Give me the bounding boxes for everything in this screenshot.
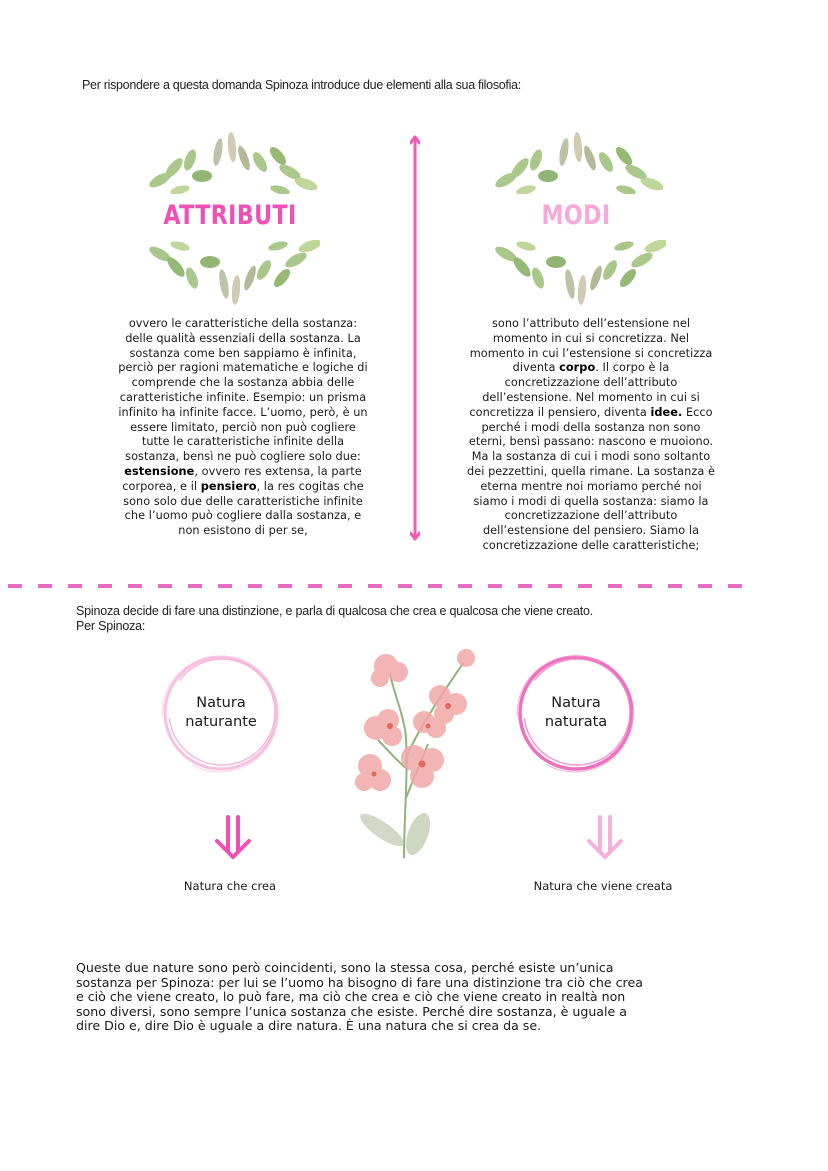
text-line: tutte le caratteristiche infinite della xyxy=(141,435,345,449)
text-line: diventa corpo. Il corpo è la xyxy=(512,361,670,375)
text-line: Ma la sostanza di cui i modi sono soltanto xyxy=(471,450,711,464)
text-line: infinito ha infinite facce. L’uomo, però, è un xyxy=(118,405,368,419)
modi-title: MODI xyxy=(541,200,611,231)
text-line: sostanza, bensì ne può cogliere solo due: xyxy=(125,450,361,464)
natura-che-viene-creata-caption: Natura che viene creata xyxy=(533,879,673,893)
text-line: concretizzazione dell’attributo xyxy=(504,509,678,523)
text-line: delle qualità essenziali della sostanza. La xyxy=(125,331,361,345)
pensiero-term: pensiero xyxy=(200,479,257,493)
text-line: caratteristiche infinite. Esempio: un prisma xyxy=(119,390,367,404)
text-line: estensione, ovvero res extensa, la parte xyxy=(124,464,362,478)
text-line: dell’estensione del pensiero. Siamo la xyxy=(482,524,700,538)
text-line: comprende che la sostanza abbia delle xyxy=(131,376,355,390)
text-line: eterna mentre noi moriamo perché noi xyxy=(480,479,702,493)
text-line: Queste due nature sono però coincidenti, sono la stessa cosa, perché esiste un’unica xyxy=(76,960,614,975)
text-line: concretizza il pensiero, diventa idee. Ecco xyxy=(469,405,713,419)
text-line: perché i modi della sostanza non sono xyxy=(481,420,701,434)
natura-naturata-label: Natura naturata xyxy=(544,695,608,730)
text-line: e ciò che viene creato, lo può fare, ma ciò che crea e ciò che viene creato in realtà non xyxy=(76,989,626,1005)
text-line: essere limitato, perciò non può cogliere xyxy=(130,420,356,434)
text-line: siamo i modi di quella sostanza: siamo la xyxy=(473,494,709,508)
attributi-wreath xyxy=(140,132,320,307)
attributi-description xyxy=(82,317,404,539)
text-line: perciò per ragioni matematiche e logiche di xyxy=(118,361,368,375)
natura-che-crea-caption: Natura che crea xyxy=(183,879,277,893)
dashed-divider xyxy=(0,576,828,586)
text-line: che l’uomo può cogliere dalla sostanza, e xyxy=(124,509,362,523)
text-line: sono diversi, sono sempre l’unica sostanza che esiste. Perché dire sostanza, è uguale a xyxy=(76,1003,627,1019)
flower-illustration-icon xyxy=(352,648,492,870)
text-line: sostanza come ben sappiamo è infinita, xyxy=(129,346,357,360)
text-line: ovvero le caratteristiche della sostanza: xyxy=(128,317,358,330)
idee-term: idee. xyxy=(650,405,683,419)
text-line: dire Dio e, dire Dio è uguale a dire natura. È una natura che si crea da se. xyxy=(76,1018,542,1034)
section2-intro xyxy=(76,604,593,634)
double-down-arrow-icon xyxy=(585,815,625,859)
text-line: sono solo due delle caratteristiche infinite xyxy=(123,494,363,508)
attributi-title: ATTRIBUTI xyxy=(163,200,297,231)
text-line: corporea, e il pensiero, la res cogitas che xyxy=(122,479,364,493)
text-line: Per Spinoza: xyxy=(76,619,146,633)
text-line: dell’estensione. Nel momento in cui si xyxy=(482,390,700,404)
corpo-term: corpo xyxy=(559,361,596,375)
text-line: non esistono di per se, xyxy=(178,524,308,538)
modi-description xyxy=(424,317,758,554)
natura-naturante-circle xyxy=(160,652,282,774)
text-line: Spinoza decide di fare una distinzione, e parla di qualcosa che crea e qualcosa che viene creato. xyxy=(76,604,594,618)
natura-naturata-circle xyxy=(515,652,637,774)
text-line: eterni, bensì passano: nascono e muoiono. xyxy=(468,435,714,449)
estensione-term: estensione xyxy=(124,464,195,478)
text-line: sono l’attributo dell’estensione nel xyxy=(491,317,691,330)
modi-wreath xyxy=(486,132,666,307)
natura-naturante-label: Natura naturante xyxy=(185,695,257,730)
text-line: momento in cui si concretizza. Nel xyxy=(492,331,690,345)
double-down-arrow-icon xyxy=(213,815,253,859)
text-line: dei pezzettini, quella rimane. La sostanza è xyxy=(467,464,715,478)
text-line: momento in cui l’estensione si concretizza xyxy=(469,346,713,360)
conclusion-paragraph xyxy=(76,961,756,1034)
text-line: concretizzazione delle caratteristiche; xyxy=(482,538,700,552)
text-line: sostanza per Spinoza: per lui se l’uomo ha bisogno di fare una distinzione tra ciò che crea xyxy=(76,974,643,990)
double-arrow-vertical-icon xyxy=(410,134,420,542)
text-line: concretizzazione dell’attributo xyxy=(504,376,678,390)
intro-text: Per rispondere a questa domanda Spinoza introduce due elementi alla sua filosofia: xyxy=(82,78,521,92)
